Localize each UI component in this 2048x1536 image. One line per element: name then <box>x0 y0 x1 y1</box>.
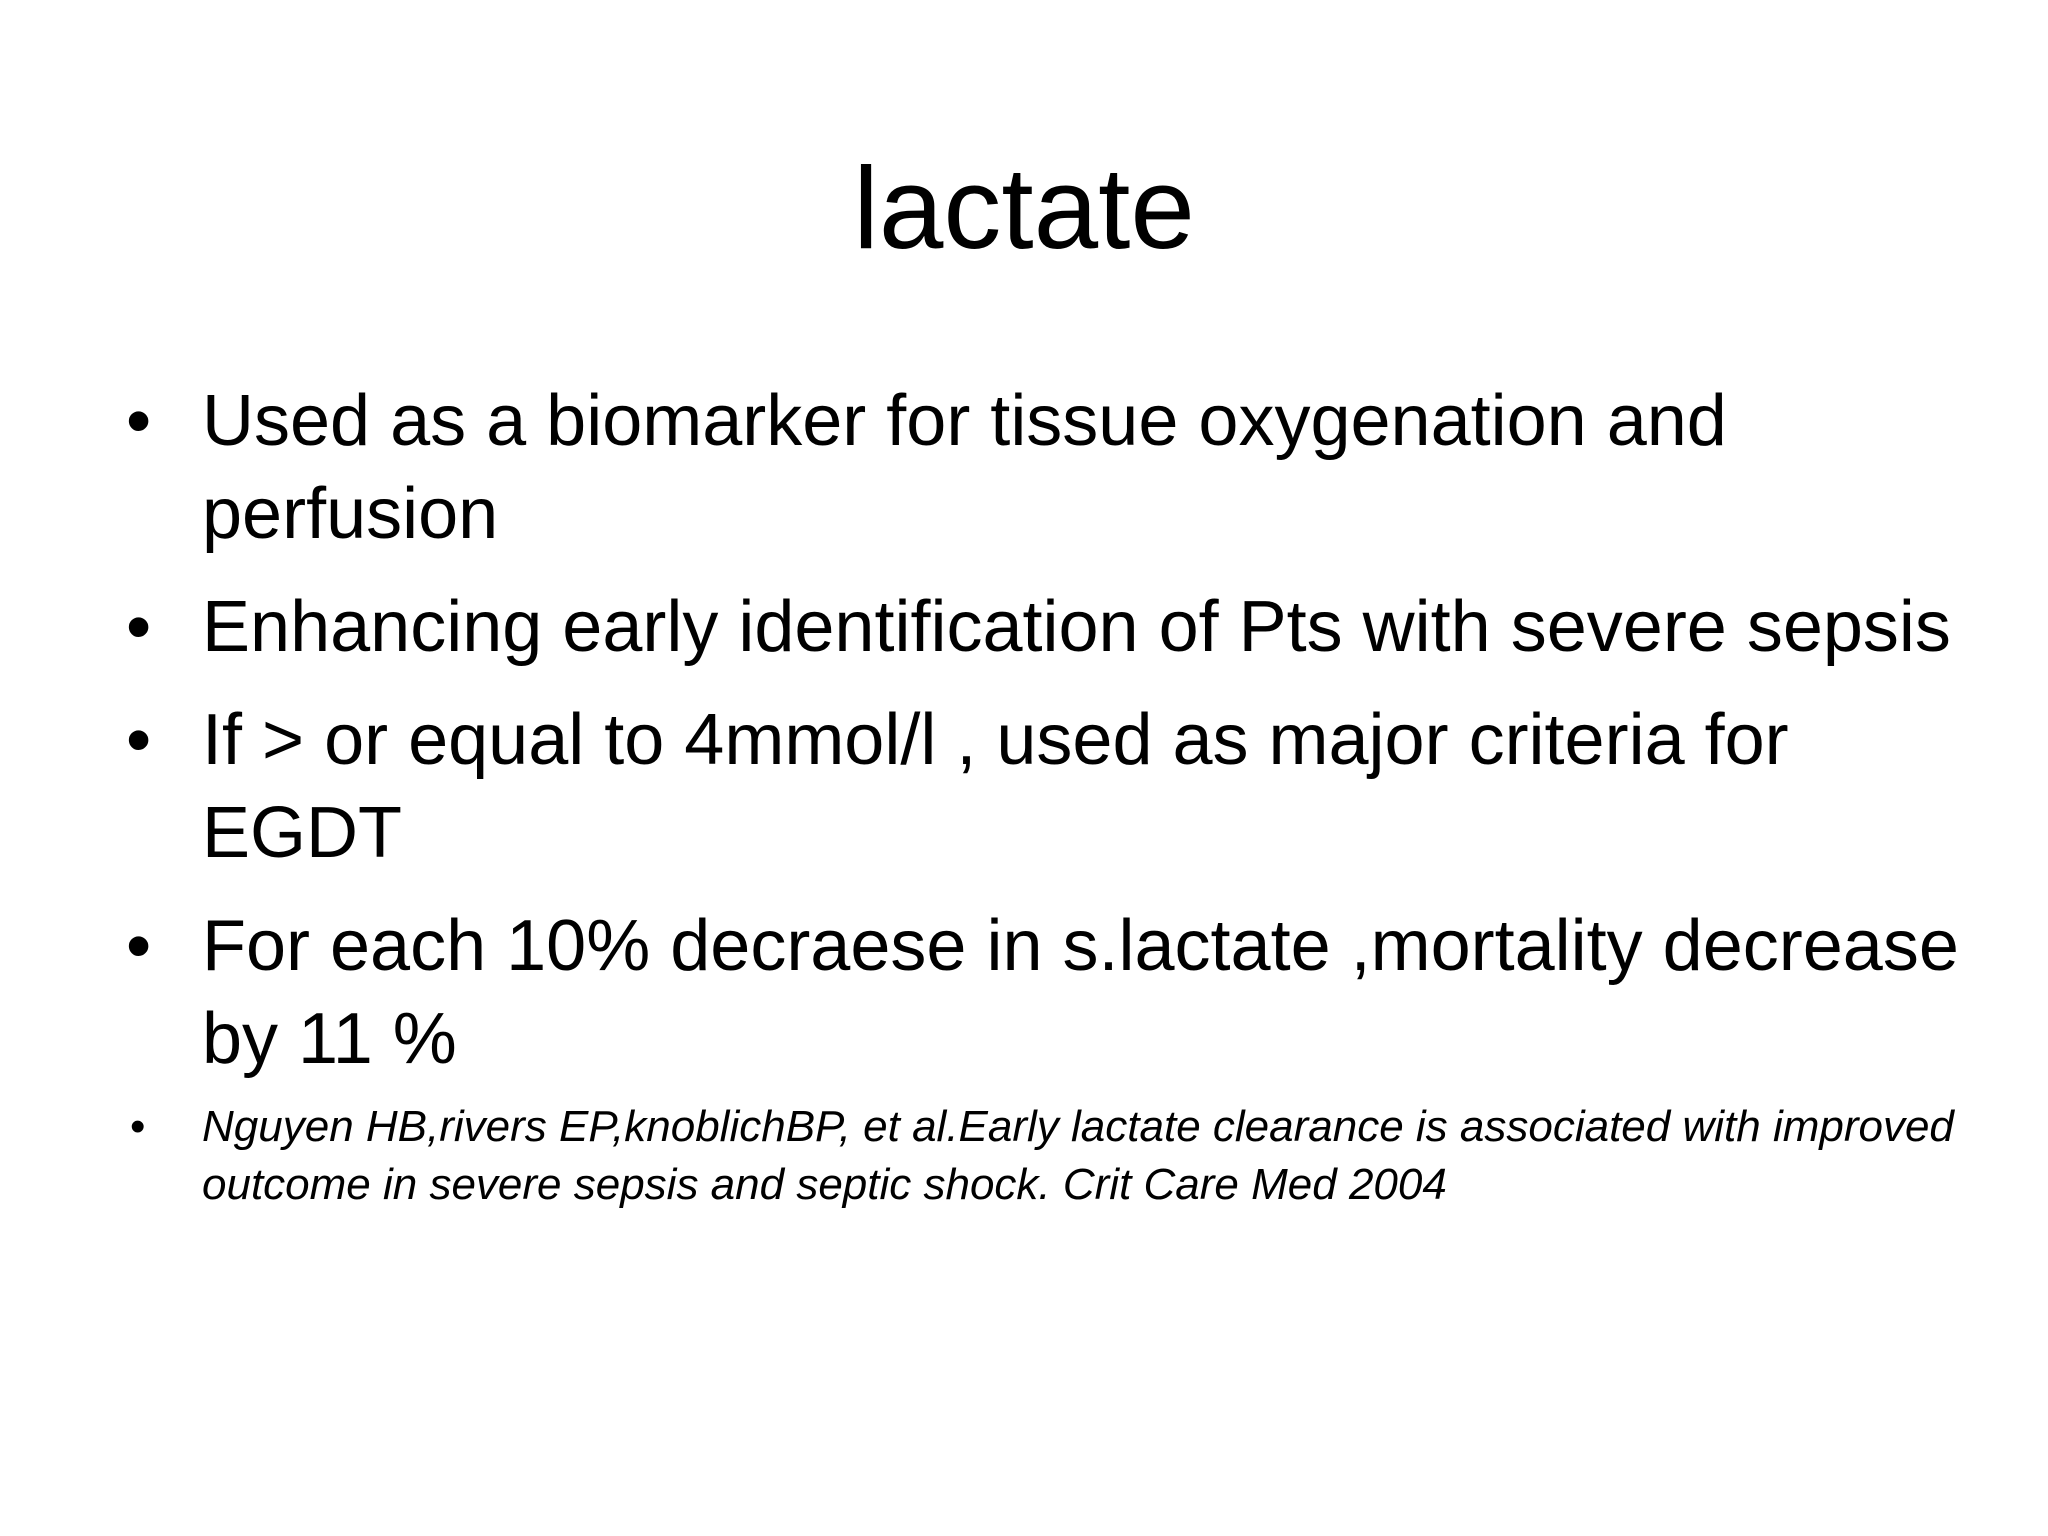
bullet-text: Used as a biomarker for tissue oxygenation and perfusion <box>202 381 1727 554</box>
bullet-text: Enhancing early identification of Pts with severe sepsis <box>202 587 1951 667</box>
bullet-item <box>120 900 1960 1086</box>
bullet-item <box>120 581 1960 674</box>
bullet-text: If > or equal to 4mmol/l , used as major criteria for EGDT <box>202 700 1789 873</box>
slide-title: lactate <box>853 143 1195 273</box>
bullet-text: For each 10% decraese in s.lactate ,mortality decrease by 11 % <box>202 906 1959 1079</box>
bullet-dot-icon: • <box>130 1102 146 1151</box>
bullet-dot-icon: • <box>126 587 152 667</box>
bullet-item <box>120 694 1960 880</box>
bullet-list <box>120 375 1960 1214</box>
reference-text: Nguyen HB,rivers EP,knoblichBP, et al.Early lactate clearance is associated with improved outcome in severe sepsis and septic shock. Crit Care Med 2004 <box>202 1102 1954 1209</box>
bullet-dot-icon: • <box>126 381 152 461</box>
reference-item <box>120 1098 1960 1214</box>
bullet-dot-icon: • <box>126 700 152 780</box>
bullet-item <box>120 375 1960 561</box>
bullet-dot-icon: • <box>126 906 152 986</box>
